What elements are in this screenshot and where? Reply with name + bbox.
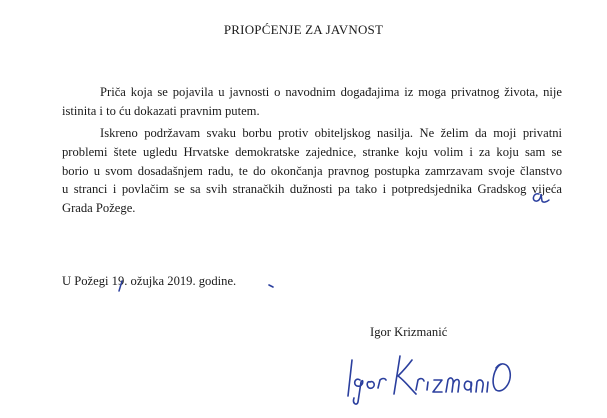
paragraph-support — [62, 124, 562, 218]
paragraph-line: borio u svom dosadašnjem radu, te do okončanja pravnog postupka zamrzavam svoje članstvo — [62, 163, 562, 178]
paragraph-line: Iskreno podržavam svaku borbu protiv obiteljskog nasilja. Ne želim da moji privatni — [100, 126, 562, 140]
paragraph-line: Grada Požege. — [62, 201, 136, 216]
paragraph-line: problemi štete ugledu Hrvatske demokratske zajednice, stranke koju volim i za koju sam se — [62, 144, 562, 159]
place-and-date: U Požegi 19. ožujka 2019. godine. — [62, 274, 237, 288]
paragraph-line: Priča koja se pojavila u javnosti o navodnim događajima iz moga privatnog života, nije — [100, 85, 562, 99]
paragraph-statement — [62, 83, 562, 121]
signer-name: Igor Krizmanić — [370, 325, 448, 339]
paragraph-line: u stranci i povlačim se sa svih stranačkih dužnosti pa tako i potpredsjednika Gradskog vijeća — [62, 182, 562, 197]
document-title: PRIOPĆENJE ZA JAVNOST — [223, 22, 384, 37]
handwritten-dot-mark — [266, 279, 278, 291]
paragraph-line: istinita i to ću dokazati pravnim putem. — [62, 103, 260, 118]
handwritten-signature — [330, 338, 520, 408]
